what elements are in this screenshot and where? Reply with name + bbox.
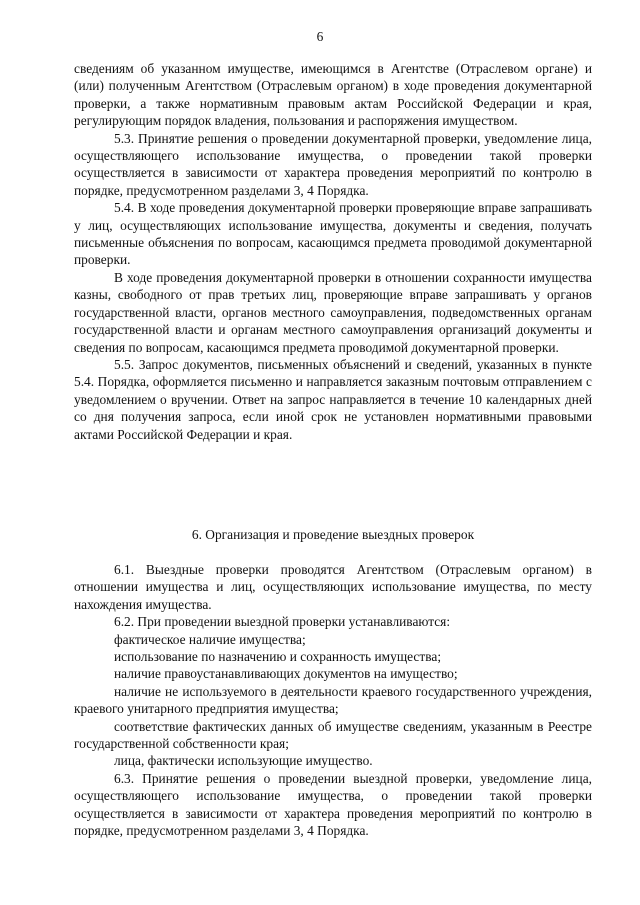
- section-6-heading: 6. Организация и проведение выездных проверок: [191, 527, 475, 542]
- paragraph-6-3: 6.3. Принятие решения о проведении выездной проверки, уведомление лица, осуществляющего использование имущества, о проведении такой проверки осуществляется в зависимости от характера проведения мероприятий по контролю в порядке, предусмотренном разделами 3, 4 Порядка.: [74, 770, 592, 839]
- paragraph-6-1: 6.1. Выездные проверки проводятся Агентством (Отраслевым органом) в отношении имущества и лиц, осуществляющих использование имущества, по месту нахождения имущества.: [74, 562, 592, 612]
- list-item: использование по назначению и сохранность имущества;: [114, 649, 442, 665]
- paragraph-6-2: 6.2. При проведении выездной проверки устанавливаются:: [114, 614, 451, 630]
- list-item: соответствие фактических данных об имуществе сведениям, указанным в Реестре государственной собственности края;: [74, 718, 592, 752]
- list-item: наличие не используемого в деятельности краевого государственного учреждения, краевого унитарного предприятия имущества;: [74, 683, 592, 717]
- paragraph-5-4-cont: В ходе проведения документарной проверки в отношении сохранности имущества казны, свободного от прав третьих лиц, проверяющие вправе запрашивать у органов государственной власти, органов местного самоуправления, подведомственных органам государственной власти и органам местного самоуправления организаций документы и сведения по вопросам, касающимся предмета проводимой документарной проверки.: [74, 269, 592, 355]
- paragraph-5-5: 5.5. Запрос документов, письменных объяснений и сведений, указанных в пункте 5.4. Порядка, оформляется письменно и направляется заказным почтовым отправлением с уведомлением о вручении. Ответ на запрос направляется в течение 10 календарных дней со дня получения запроса, если иной срок не установлен нормативными правовыми актами Российской Федерации и края.: [74, 356, 592, 442]
- paragraph-5-4: 5.4. В ходе проведения документарной проверки проверяющие вправе запрашивать у лиц, осуществляющих использование имущества, документы и сведения, получать письменные объяснения по вопросам, касающимся предмета проводимой документарной проверки.: [74, 200, 592, 268]
- paragraph-5-3: 5.3. Принятие решения о проведении документарной проверки, уведомление лица, осуществляющего использование имущества, о проведении такой проверки осуществляется в зависимости от характера проведения мероприятий по контролю в порядке, предусмотренном разделами 3, 4 Порядка.: [74, 130, 592, 198]
- list-item: наличие правоустанавливающих документов на имущество;: [114, 666, 458, 682]
- list-item: фактическое наличие имущества;: [114, 631, 306, 647]
- section-5-continuation: [74, 60, 592, 443]
- page-number: 6: [316, 29, 324, 44]
- list-item: лица, фактически использующие имущество.: [114, 753, 373, 769]
- paragraph-continuation: сведениям об указанном имуществе, имеющимся в Агентстве (Отраслевом органе) и (или) полученным Агентством (Отраслевым органом) в ходе проведения документарной проверки, а также нормативным правовым актам Российской Федерации и края, регулирующим порядок владения, пользования и распоряжения имуществом.: [74, 61, 592, 129]
- section-6-body: [74, 561, 592, 840]
